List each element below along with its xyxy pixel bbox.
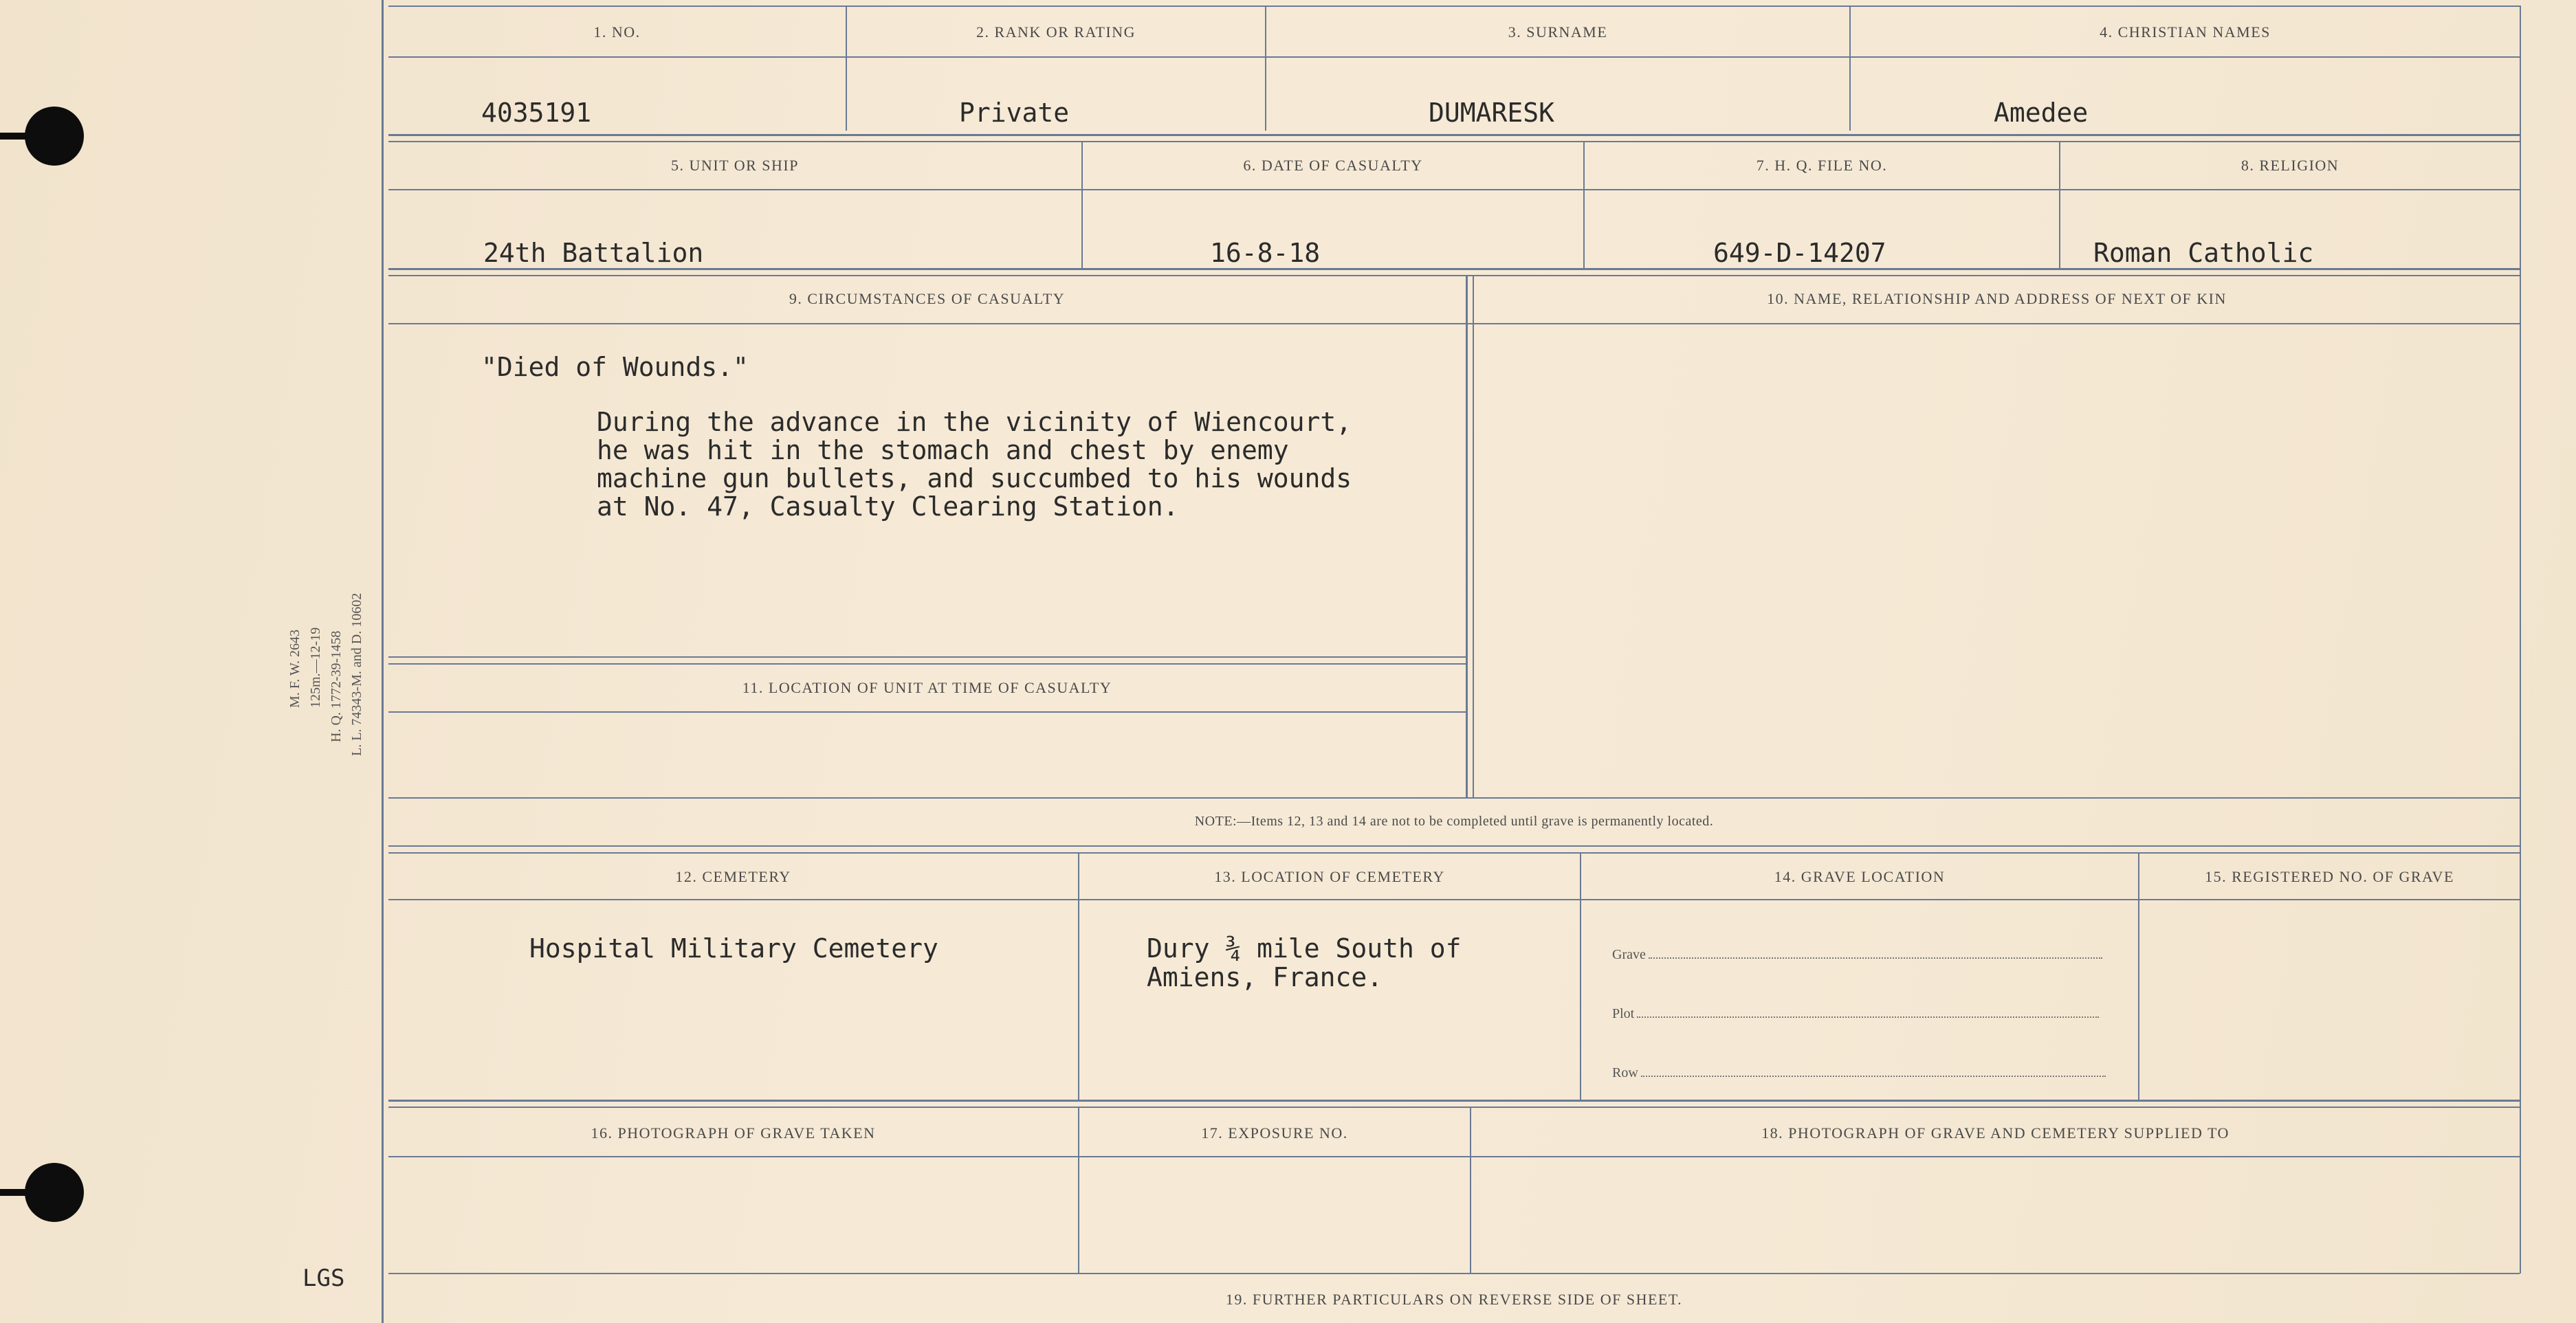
row11-top-b (388, 663, 1466, 665)
grave-label: Grave (1612, 947, 1646, 962)
grave-leader (1649, 957, 2102, 959)
label-photo-taken: 16. PHOTOGRAPH OF GRAVE TAKEN (591, 1124, 876, 1142)
plot-field (1612, 1006, 2099, 1022)
row4-div3 (2138, 854, 2139, 1100)
label-location-cemetery: 13. LOCATION OF CEMETERY (1214, 868, 1445, 885)
label-hq: 7. H. Q. FILE NO. (1756, 157, 1888, 174)
value-cemetery: Hospital Military Cemetery (529, 933, 938, 964)
value-religion: Roman Catholic (2093, 238, 2314, 268)
binder-hole-top (25, 107, 84, 166)
label-surname: 3. SURNAME (1508, 23, 1608, 41)
value-no: 4035191 (481, 98, 592, 128)
label-religion: 8. RELIGION (2241, 157, 2340, 174)
label-circumstances: 9. CIRCUMSTANCES OF CASUALTY (789, 290, 1066, 307)
row2-top (388, 141, 2520, 142)
label-rank: 2. RANK OR RATING (976, 23, 1136, 41)
circumstances-line-3: machine gun bullets, and succumbed to his wounds (597, 463, 1352, 493)
label-further: 19. FURTHER PARTICULARS ON REVERSE SIDE OF SHEET. (1225, 1291, 1683, 1308)
side-print-2: 125m.—12-19 (308, 627, 323, 708)
row11-top-a (388, 656, 1466, 658)
label-unit: 5. UNIT OR SHIP (671, 157, 799, 174)
row3-div-left (1466, 275, 1468, 797)
plot-leader (1637, 1016, 2099, 1018)
circumstances-line-4: at No. 47, Casualty Clearing Station. (597, 491, 1179, 522)
label-cemetery: 12. CEMETERY (675, 868, 791, 885)
row2-bottom (388, 268, 2520, 270)
value-date: 16-8-18 (1210, 238, 1321, 268)
row3-mid (388, 323, 2520, 324)
row4-top (388, 852, 2520, 854)
row1-top (388, 5, 2520, 7)
corner-code: LGS (302, 1265, 345, 1292)
row4-div2 (1580, 854, 1581, 1100)
circumstances-line-1: During the advance in the vicinity of Wiencourt, (597, 407, 1352, 437)
plot-label: Plot (1612, 1006, 1635, 1021)
row-field (1612, 1065, 2106, 1081)
row3-top (388, 275, 2520, 276)
grave-field (1612, 947, 2102, 963)
side-print-1: M. F. W. 2643 (287, 630, 302, 708)
circumstances-title: "Died of Wounds." (481, 352, 749, 382)
row4-div1 (1078, 854, 1079, 1100)
label-next-of-kin: 10. NAME, RELATIONSHIP AND ADDRESS OF NEXT OF KIN (1767, 290, 2227, 307)
row2-mid (388, 189, 2520, 190)
label-grave-location: 14. GRAVE LOCATION (1774, 868, 1946, 885)
label-exposure: 17. EXPOSURE NO. (1201, 1124, 1348, 1142)
value-surname: DUMARESK (1429, 98, 1555, 128)
row4-bottom (388, 1100, 2520, 1102)
note-top (388, 797, 2520, 799)
value-location-cemetery-1: Dury ¾ mile South of (1147, 933, 1462, 964)
row3-div-right (1473, 275, 1474, 797)
row5-mid (388, 1156, 2520, 1157)
row5-top (388, 1107, 2520, 1108)
binder-hole-bottom (25, 1163, 84, 1222)
label-photo-supplied: 18. PHOTOGRAPH OF GRAVE AND CEMETERY SUPPLIED TO (1761, 1124, 2230, 1142)
row6-top (388, 1273, 2520, 1274)
value-rank: Private (959, 98, 1070, 128)
value-unit: 24th Battalion (483, 238, 704, 268)
value-christian: Amedee (1994, 98, 2089, 128)
note-text: NOTE:—Items 12, 13 and 14 are not to be completed until grave is permanently located. (1194, 814, 1714, 829)
row11-mid (388, 711, 1466, 713)
label-no: 1. NO. (593, 23, 641, 41)
label-date: 6. DATE OF CASUALTY (1243, 157, 1423, 174)
note-bottom (388, 845, 2520, 847)
side-print-3: H. Q. 1772-39-1458 (329, 630, 344, 742)
value-location-cemetery-2: Amiens, France. (1147, 962, 1383, 992)
label-registered-no: 15. REGISTERED NO. OF GRAVE (2205, 868, 2454, 885)
row-leader (1641, 1076, 2106, 1077)
row1-bottom (388, 134, 2520, 136)
side-print-4: L. L. 74343-M. and D. 10602 (349, 592, 364, 756)
form-left-border (382, 0, 384, 1323)
label-location-unit: 11. LOCATION OF UNIT AT TIME OF CASUALTY (742, 679, 1112, 696)
row4-mid (388, 899, 2520, 900)
circumstances-line-2: he was hit in the stomach and chest by enemy (597, 435, 1289, 465)
value-hq: 649-D-14207 (1713, 238, 1886, 268)
label-christian: 4. CHRISTIAN NAMES (2100, 23, 2271, 41)
form-right-border (2520, 5, 2521, 1274)
row1-mid (388, 56, 2520, 58)
row-label: Row (1612, 1065, 1638, 1080)
